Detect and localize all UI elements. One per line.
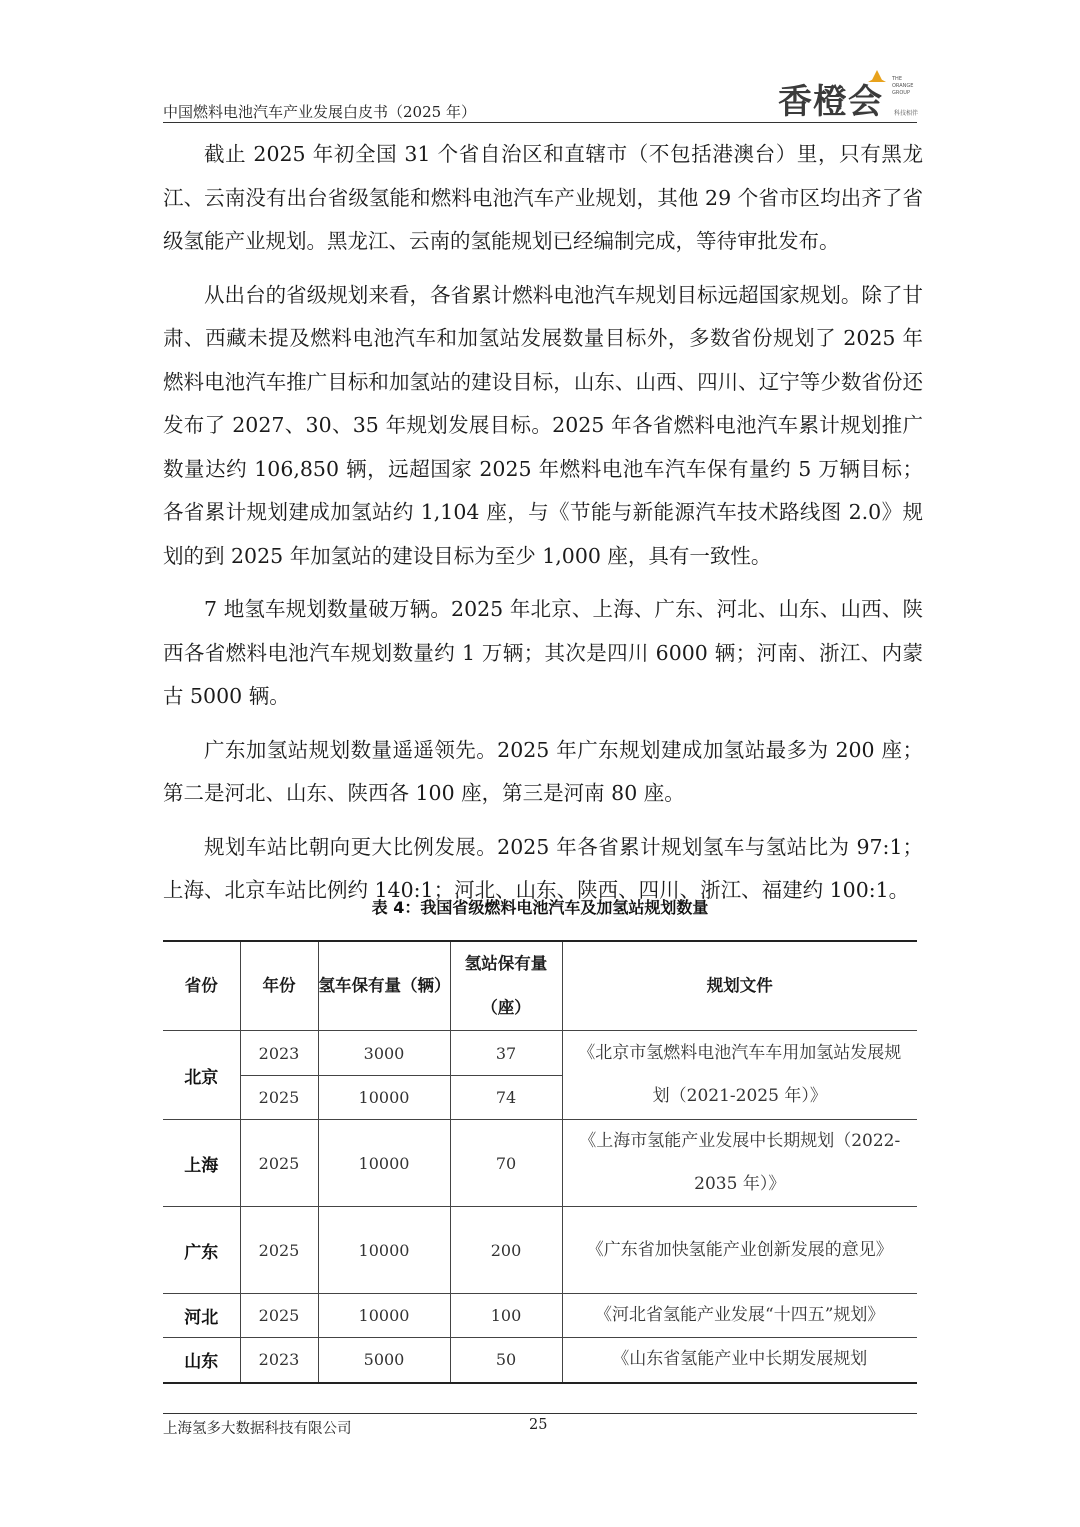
table-caption: 表 4：我国省级燃料电池汽车及加氢站规划数量 — [371, 898, 709, 917]
cell-province: 上海 — [163, 1120, 240, 1207]
header-document: 规划文件 — [562, 941, 917, 1031]
cell-province: 河北 — [163, 1294, 240, 1338]
cell-stations: 200 — [450, 1207, 562, 1294]
logo-en-line: THE — [892, 76, 902, 82]
cell-year: 2025 — [240, 1120, 318, 1207]
planning-table — [163, 940, 917, 1384]
body-text — [163, 133, 923, 923]
cell-document: 《北京市氢燃料电池汽车车用加氢站发展规划（2021-2025 年）》 — [562, 1031, 917, 1120]
paragraph: 广东加氢站规划数量遥遥领先。2025 年广东规划建成加氢站最多为 200 座；第二是河北、山东、陕西各 100 座，第三是河南 80 座。 — [163, 737, 923, 805]
cell-vehicles: 10000 — [318, 1294, 450, 1338]
cell-year: 2025 — [240, 1294, 318, 1338]
paragraph: 从出台的省级规划来看，各省累计燃料电池汽车规划目标远超国家规划。除了甘肃、西藏未提及燃料电池汽车和加氢站发展数量目标外，多数省份规划了 2025 年燃料电池汽车推广目标和加氢站的建设目标，山东、山西、四川、辽宁等少数省份还发布了 2027、30、35 年规划发展目标。2025 年各省燃料电池汽车累计规划推广数量达约 106,850 辆，远超国家 2025 年燃料电池车汽车保有量约 5 万辆目标；各省累计规划建成加氢站约 1,104 座，与《节能与新能源汽车技术路线图 2.0》规划的到 2025 年加氢站的建设目标为至少 1,000 座，具有一致性。 — [163, 282, 923, 568]
cell-stations: 50 — [450, 1338, 562, 1383]
logo-flame-icon — [864, 68, 890, 98]
table-row — [163, 1294, 917, 1338]
cell-year: 2025 — [240, 1076, 318, 1120]
logo-tagline: 科技相伴 — [894, 110, 919, 117]
table-row — [163, 1031, 917, 1076]
cell-province: 山东 — [163, 1338, 240, 1383]
cell-year: 2025 — [240, 1207, 318, 1294]
footer-rule — [163, 1413, 917, 1414]
document-running-title: 中国燃料电池汽车产业发展白皮书（2025 年） — [163, 103, 476, 121]
cell-year: 2023 — [240, 1031, 318, 1076]
cell-vehicles: 10000 — [318, 1120, 450, 1207]
logo-en-line: GROUP — [892, 90, 910, 96]
cell-vehicles: 10000 — [318, 1076, 450, 1120]
cell-province: 广东 — [163, 1207, 240, 1294]
table-row — [163, 1120, 917, 1207]
logo-en-line: ORANGE — [892, 83, 914, 89]
cell-vehicles: 5000 — [318, 1338, 450, 1383]
cell-year: 2023 — [240, 1338, 318, 1383]
cell-province: 北京 — [163, 1031, 240, 1120]
header-year: 年份 — [240, 941, 318, 1031]
cell-document: 《山东省氢能产业中长期发展规划 — [562, 1338, 917, 1383]
logo-english — [892, 76, 913, 97]
table-row — [163, 1338, 917, 1383]
cell-document: 《上海市氢能产业发展中长期规划（2022-2035 年）》 — [562, 1120, 917, 1207]
orange-group-logo — [778, 66, 928, 122]
cell-stations: 37 — [450, 1031, 562, 1076]
header-province: 省份 — [163, 941, 240, 1031]
cell-vehicles: 3000 — [318, 1031, 450, 1076]
cell-vehicles: 10000 — [318, 1207, 450, 1294]
footer-company: 上海氢多大数据科技有限公司 — [163, 1421, 352, 1437]
cell-stations: 100 — [450, 1294, 562, 1338]
paragraph: 规划车站比朝向更大比例发展。2025 年各省累计规划氢车与氢站比为 97:1；上海、北京车站比例约 140:1；河北、山东、陕西、四川、浙江、福建约 100:1。 — [163, 834, 923, 902]
header-vehicles: 氢车保有量（辆） — [318, 941, 450, 1031]
cell-document: 《广东省加快氢能产业创新发展的意见》 — [562, 1207, 917, 1294]
table-row — [163, 1207, 917, 1294]
paragraph: 截止 2025 年初全国 31 个省自治区和直辖市（不包括港澳台）里，只有黑龙江、云南没有出台省级氢能和燃料电池汽车产业规划，其他 29 个省市区均出齐了省级氢能产业规划。黑龙江、云南的氢能规划已经编制完成，等待审批发布。 — [163, 142, 923, 253]
cell-document: 《河北省氢能产业发展“十四五”规划》 — [562, 1294, 917, 1338]
page-number: 25 — [529, 1417, 548, 1433]
header-stations: 氢站保有量（座） — [450, 941, 562, 1031]
header-rule — [163, 122, 917, 123]
cell-stations: 70 — [450, 1120, 562, 1207]
logo-wordmark: 香橙会 — [778, 82, 883, 122]
cell-stations: 74 — [450, 1076, 562, 1120]
paragraph: 7 地氢车规划数量破万辆。2025 年北京、上海、广东、河北、山东、山西、陕西各省燃料电池汽车规划数量约 1 万辆；其次是四川 6000 辆；河南、浙江、内蒙古 5000 辆。 — [163, 597, 923, 708]
